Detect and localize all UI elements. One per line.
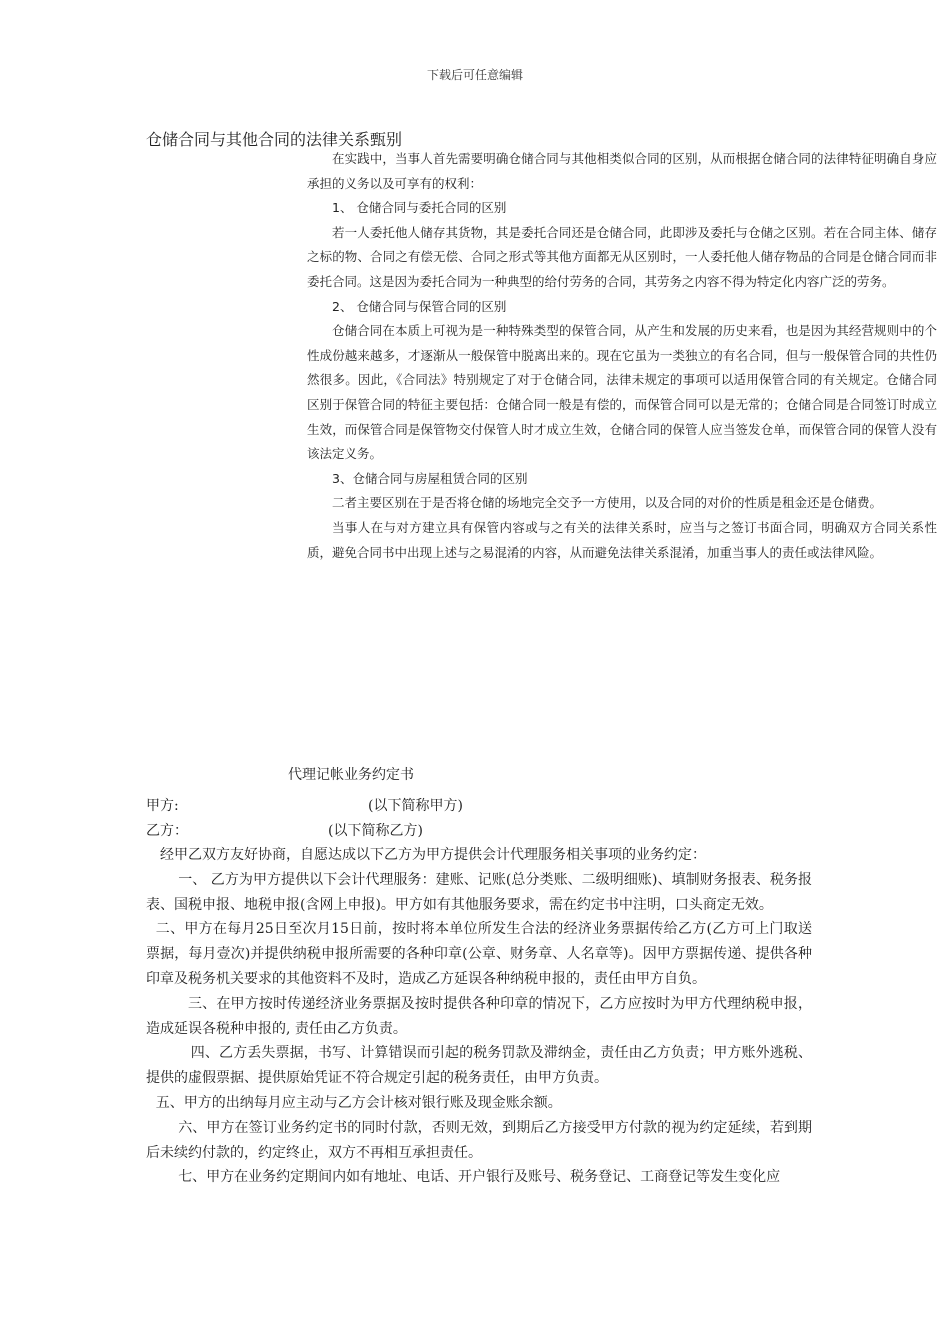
paragraph-1: 若一人委托他人储存其货物，其是委托合同还是仓储合同，此即涉及委托与仓储之区别。若在合同主体、储存之标的物、合同之有偿无偿、合同之形式等其他方面都无从区别时，一人委托他人储存物品的合同是仓储合同而非委托合同。这是因为委托合同为一种典型的给付劳务的合同，其劳务之内容不得为特定化内容广泛的劳务。 [307, 224, 937, 289]
party-a-line [146, 795, 463, 815]
article-body-warehouse [307, 147, 937, 565]
page-header: 下载后可任意编辑 [426, 68, 523, 82]
clause-2: 二、甲方在每月25日至次月15日前，按时将本单位所发生合法的经济业务票据传给乙方(乙方可上门取送票据，每月壹次)并提供纳税申报所需要的各种印章(公章、财务章、人名章等)。因甲方票据传递、提供各种印章及税务机关要求的其他资料不及时，造成乙方延误各种纳税申报的，责任由甲方自负。 [146, 921, 812, 987]
article-body-bookkeeping [146, 843, 812, 1190]
article-title-bookkeeping: 代理记帐业务约定书 [288, 767, 414, 783]
party-a-label: 甲方: [146, 798, 179, 814]
intro-paragraph: 在实践中，当事人首先需要明确仓储合同与其他相类似合同的区别，从而根据仓储合同的法律特征明确自身应承担的义务以及可享有的权利： [307, 151, 937, 191]
party-b-label: 乙方： [146, 823, 188, 839]
clause-7: 七、甲方在业务约定期间内如有地址、电话、开户银行及账号、税务登记、工商登记等发生变化应 [178, 1169, 781, 1186]
party-a-note: (以下简称甲方) [368, 798, 463, 814]
paragraph-4: 当事人在与对方建立具有保管内容或与之有关的法律关系时，应当与之签订书面合同，明确双方合同关系性质，避免合同书中出现上述与之易混淆的内容，从而避免法律关系混淆，加重当事人的责任或法律风险。 [307, 519, 937, 560]
clause-4: 四、乙方丢失票据，书写、计算错误而引起的税务罚款及滞纳金，责任由乙方负责；甲方账外逃税、提供的虚假票据、提供原始凭证不符合规定引起的税务责任，由甲方负责。 [146, 1045, 812, 1087]
clause-6: 六、甲方在签订业务约定书的同时付款，否则无效，到期后乙方接受甲方付款的视为约定延续，若到期后未续约付款的，约定终止，双方不再相互承担责任。 [146, 1119, 812, 1161]
heading-1: 1、 仓储合同与委托合同的区别 [332, 200, 507, 216]
party-b-note: (以下简称乙方) [328, 823, 423, 839]
heading-2: 2、 仓储合同与保管合同的区别 [332, 298, 507, 314]
clause-5: 五、甲方的出纳每月应主动与乙方会计核对银行账及现金账余额。 [155, 1094, 562, 1111]
paragraph-3: 二者主要区别在于是否将仓储的场地完全交予一方使用，以及合同的对价的性质是租金还是仓储费。 [332, 495, 883, 511]
paragraph-2: 仓储合同在本质上可视为是一种特殊类型的保管合同，从产生和发展的历史来看，也是因为其经营规则中的个性成份越来越多，才逐渐从一般保管中脱离出来的。现在它虽为一类独立的有名合同，但与一般保管合同的共性仍然很多。因此，《合同法》特别规定了对于仓储合同，法律未规定的事项可以适用保管合同的有关规定。仓储合同区别于保管合同的特征主要包括：仓储合同一般是有偿的，而保管合同可以是无常的；仓储合同是合同签订时成立生效，而保管合同是保管物交付保管人时才成立生效，仓储合同的保管人应当签发仓单，而保管合同的保管人没有该法定义务。 [307, 323, 937, 462]
article-title-warehouse: 仓储合同与其他合同的法律关系甄别 [146, 130, 403, 149]
heading-3: 3、仓储合同与房屋租赁合同的区别 [332, 470, 528, 486]
party-b-line [146, 820, 423, 840]
clause-3: 三、在甲方按时传递经济业务票据及按时提供各种印章的情况下，乙方应按时为甲方代理纳税申报，造成延误各税种申报的, 责任由乙方负责。 [146, 995, 812, 1037]
clause-1: 一、 乙方为甲方提供以下会计代理服务：建账、记账(总分类账、二级明细账)、填制财务报表、税务报表、国税申报、地税申报(含网上申报)。甲方如有其他服务要求，需在约定书中注明，口头商定无效。 [146, 871, 812, 913]
preamble-paragraph: 经甲乙双方友好协商，自愿达成以下乙方为甲方提供会计代理服务相关事项的业务约定： [160, 847, 706, 863]
